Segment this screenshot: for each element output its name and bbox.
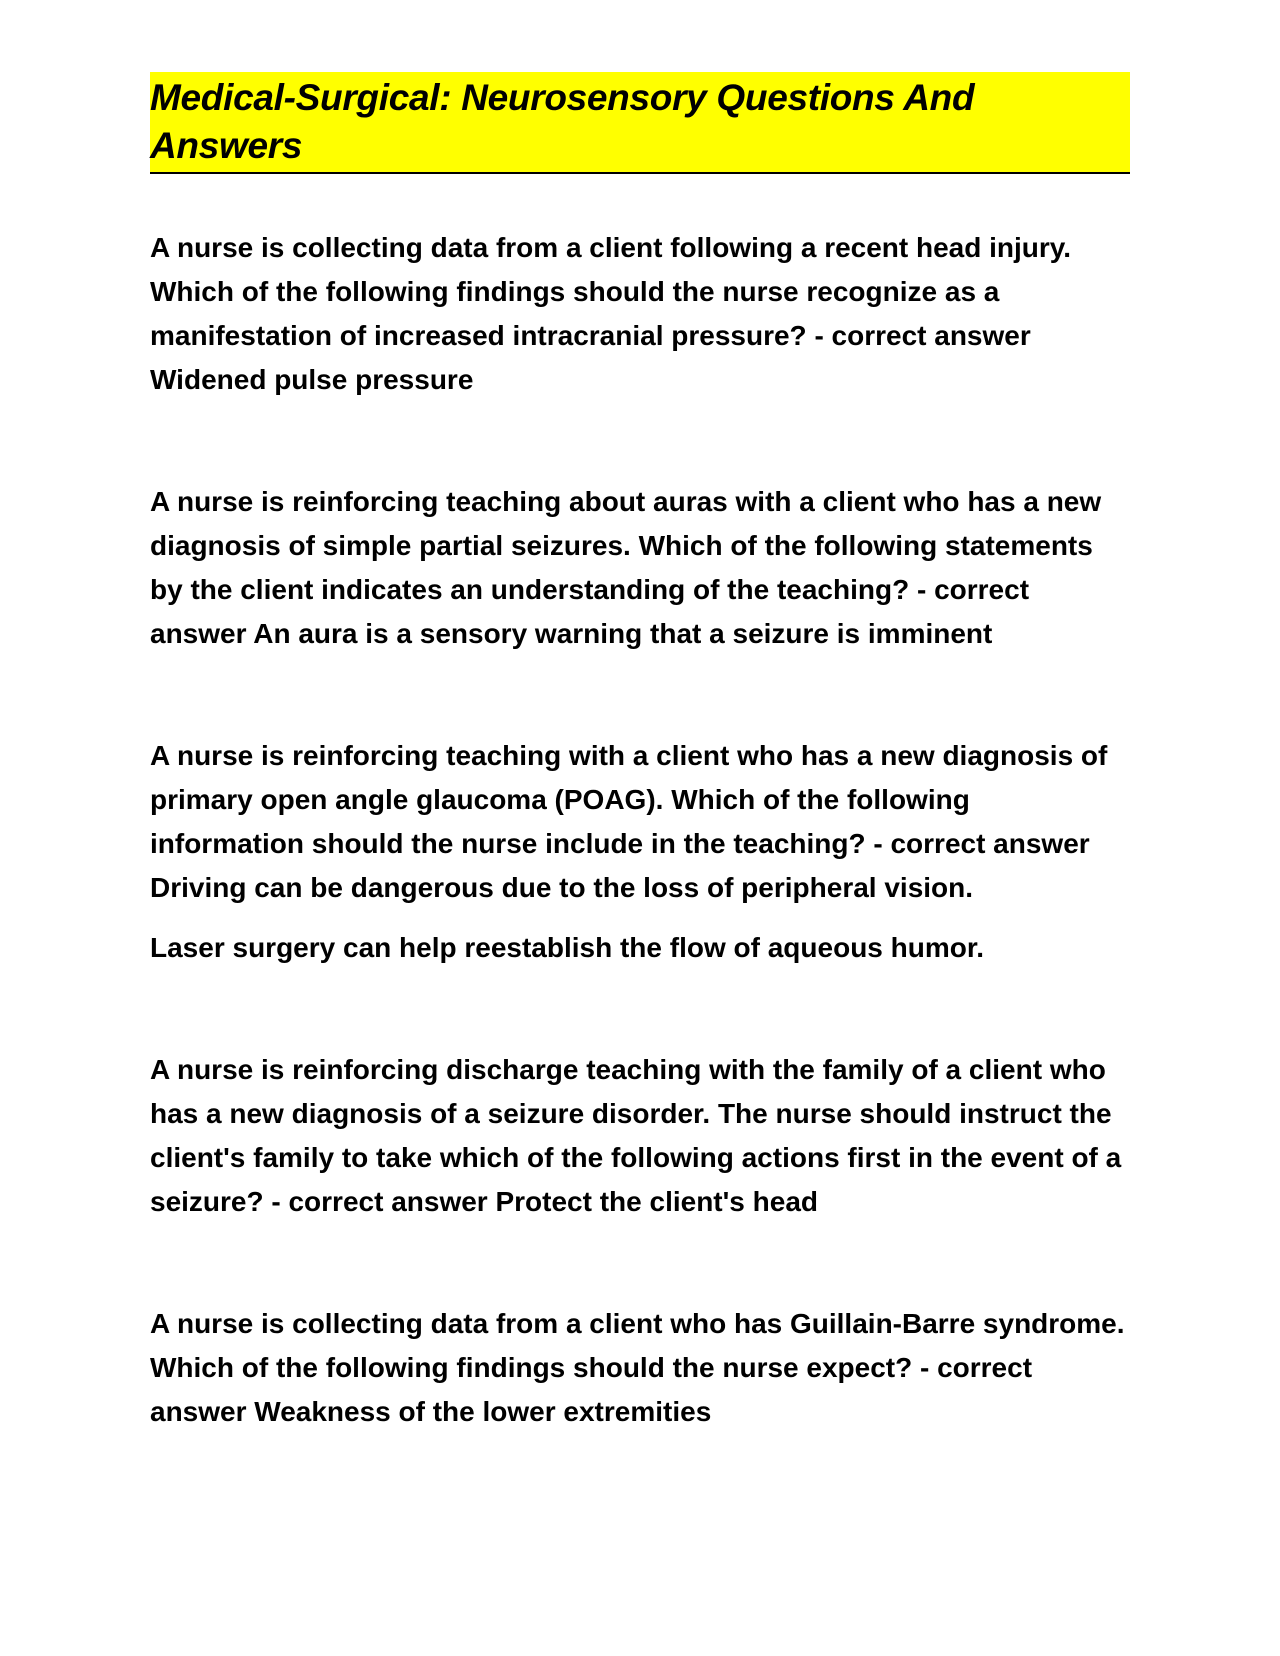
qa-text: A nurse is collecting data from a client following a recent head injury. Which of the following findings should the nurse recognize as a manifestation of increased intracranial pressure? - correct answer Widened pulse pressure [150,232,1072,396]
qa-extra-answer: Laser surgery can help reestablish the flow of aqueous humor. [150,932,984,964]
qa-text: A nurse is collecting data from a client who has Guillain-Barre syndrome. Which of the following findings should the nurse expect? - correct answer Weakness of the lower extremities [150,1308,1125,1428]
qa-text: A nurse is reinforcing teaching with a client who has a new diagnosis of primary open angle glaucoma (POAG). Which of the following information should the nurse include in the teaching? - correct answer Driving can be dangerous due to the loss of peripheral vision. [150,740,1108,904]
qa-item-3 [150,734,1130,970]
title-highlight [150,72,1130,174]
qa-item-1 [150,226,1130,402]
document-page [150,72,1130,1512]
qa-item-5 [150,1302,1130,1434]
document-title: Medical-Surgical: Neurosensory Questions And Answers [150,77,975,167]
qa-item-4 [150,1048,1130,1224]
qa-text: A nurse is reinforcing teaching about auras with a client who has a new diagnosis of simple partial seizures. Which of the following statements by the client indicates an understanding of the teaching? - correct answer An aura is a sensory warning that a seizure is imminent [150,486,1102,650]
qa-item-2 [150,480,1130,656]
qa-text: A nurse is reinforcing discharge teaching with the family of a client who has a new diagnosis of a seizure disorder. The nurse should instruct the client's family to take which of the following actions first in the event of a seizure? - correct answer Protect the client's head [150,1054,1122,1218]
qa-list [150,226,1130,1434]
